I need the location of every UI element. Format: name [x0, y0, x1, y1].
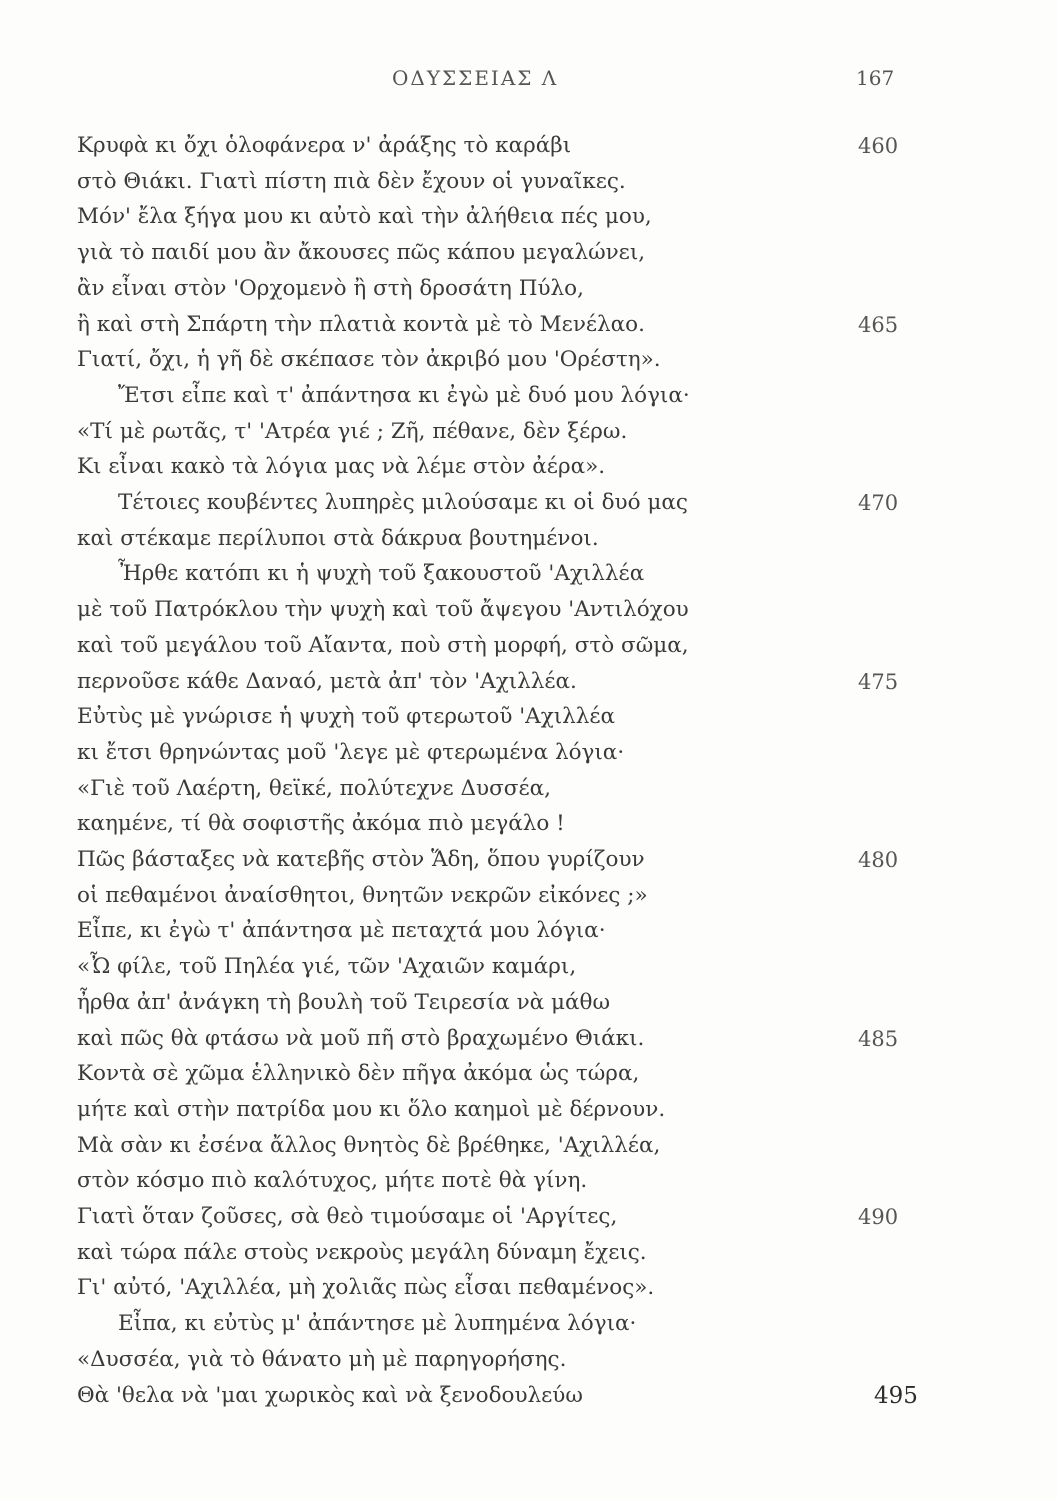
verse-text: Θὰ 'θελα νὰ 'μαι χωρικὸς καὶ νὰ ξενοδουλεύω: [77, 1382, 583, 1408]
verse-line: [0, 310, 1057, 344]
verse-line: [0, 238, 1057, 272]
verse-line: [0, 381, 1057, 415]
verse-text: «Δυσσέα, γιὰ τὸ θάνατο μὴ μὲ παρηγορήσης.: [77, 1346, 567, 1372]
verse-line: [0, 1345, 1057, 1379]
verse-line: [0, 167, 1057, 201]
verse-line: [0, 952, 1057, 986]
verse-text: περνοῦσε κάθε Δαναό, μετὰ ἀπ' τὸν 'Αχιλλέα.: [77, 668, 577, 694]
line-number: 490: [858, 1205, 899, 1229]
verse-line: [0, 1273, 1057, 1307]
verse-line: [0, 1202, 1057, 1236]
verse-text: Εὐτὺς μὲ γνώρισε ἡ ψυχὴ τοῦ φτερωτοῦ 'Αχιλλέα: [77, 704, 616, 730]
verse-line: [0, 202, 1057, 236]
verse-line: [0, 559, 1057, 593]
verse-text: μὲ τοῦ Πατρόκλου τὴν ψυχὴ καὶ τοῦ ἄψεγου 'Αντιλόχου: [77, 597, 689, 623]
verse-line: [0, 452, 1057, 486]
page-number: 167: [856, 66, 895, 90]
verse-line: [0, 488, 1057, 522]
verse-line: [0, 988, 1057, 1022]
line-number: 465: [858, 312, 899, 337]
verse-text: καὶ στέκαμε περίλυποι στὰ δάκρυα βουτημένοι.: [77, 525, 599, 551]
verse-line: [0, 1381, 1057, 1415]
verse-line: [0, 809, 1057, 843]
verse-text: καὶ τώρα πάλε στοὺς νεκροὺς μεγάλη δύναμη ἔχεις.: [77, 1239, 647, 1265]
verse-text: καημένε, τί θὰ σοφιστῆς ἀκόμα πιὸ μεγάλο !: [77, 811, 565, 837]
verse-text: Ἔτσι εἶπε καὶ τ' ἀπάντησα κι ἐγὼ μὲ δυό μου λόγια·: [118, 382, 690, 408]
verse-text: Πῶς βάσταξες νὰ κατεβῆς στὸν Ἅδη, ὅπου γυρίζουν: [77, 847, 645, 872]
verse-text: οἱ πεθαμένοι ἀναίσθητοι, θνητῶν νεκρῶν εἰκόνες ;»: [77, 882, 648, 908]
verse-text: Γι' αὐτό, 'Αχιλλέα, μὴ χολιᾶς πὼς εἶσαι πεθαμένος».: [77, 1275, 655, 1301]
verse-text: «Γιὲ τοῦ Λαέρτη, θεϊκέ, πολύτεχνε Δυσσέα,: [77, 775, 551, 801]
verse-line: [0, 738, 1057, 772]
verse-text: «Τί μὲ ρωτᾶς, τ' 'Ατρέα γιέ ; Ζῆ, πέθανε, δὲν ξέρω.: [77, 418, 628, 444]
verse-line: [0, 1095, 1057, 1129]
verse-line: [0, 1024, 1057, 1058]
line-number: 470: [858, 491, 899, 515]
verse-line: [0, 1166, 1057, 1200]
verse-text: στὸ Θιάκι. Γιατὶ πίστη πιὰ δὲν ἔχουν οἱ γυναῖκες.: [77, 168, 626, 194]
verse-text: ἂν εἶναι στὸν 'Ορχομενὸ ἢ στὴ δροσάτη Πύλο,: [77, 275, 584, 301]
verse-text: στὸν κόσμο πιὸ καλότυχος, μήτε ποτὲ θὰ γίνη.: [77, 1168, 588, 1194]
verse-text: καὶ τοῦ μεγάλου τοῦ Αἴαντα, ποὺ στὴ μορφή, στὸ σῶμα,: [77, 632, 689, 658]
verse-text: γιὰ τὸ παιδί μου ἂν ἄκουσες πῶς κάπου μεγαλώνει,: [77, 240, 646, 266]
verse-line: [0, 524, 1057, 558]
verse-line: [0, 345, 1057, 379]
verse-text: Εἶπε, κι ἐγὼ τ' ἀπάντησα μὲ πεταχτά μου λόγια·: [77, 918, 606, 944]
line-number: 475: [858, 669, 899, 694]
line-number: 480: [858, 848, 899, 872]
verse-text: κι ἔτσι θρηνώντας μοῦ 'λεγε μὲ φτερωμένα λόγια·: [77, 739, 625, 765]
verse-line: [0, 667, 1057, 701]
verse-line: [0, 702, 1057, 736]
verse-text: καὶ πῶς θὰ φτάσω νὰ μοῦ πῆ στὸ βραχωμένο Θιάκι.: [77, 1025, 645, 1051]
verse-text: Τέτοιες κουβέντες λυπηρὲς μιλούσαμε κι οἱ δυό μας: [118, 490, 688, 515]
verse-line: [0, 1131, 1057, 1165]
verse-text: Μὰ σὰν κι ἐσένα ἄλλος θνητὸς δὲ βρέθηκε, 'Αχιλλέα,: [77, 1132, 661, 1158]
verse-line: [0, 1309, 1057, 1343]
verse-text: «Ὦ φίλε, τοῦ Πηλέα γιέ, τῶν 'Αχαιῶν καμάρι,: [77, 954, 577, 980]
verse-text: Κι εἶναι κακὸ τὰ λόγια μας νὰ λέμε στὸν ἀέρα».: [77, 454, 606, 480]
line-number: 460: [858, 134, 899, 158]
running-head: [0, 66, 1057, 102]
verse-text: Κρυφὰ κι ὄχι ὁλοφάνερα ν' ἀράξης τὸ καράβι: [77, 133, 572, 158]
verse-text: Ἦρθε κατόπι κι ἡ ψυχὴ τοῦ ξακουστοῦ 'Αχιλλέα: [118, 561, 645, 587]
verse-line: [0, 774, 1057, 808]
verse-line: [0, 131, 1057, 165]
verse-text: ἢ καὶ στὴ Σπάρτη τὴν πλατιὰ κοντὰ μὲ τὸ Μενέλαο.: [77, 311, 645, 337]
verse-text: Γιατὶ ὅταν ζοῦσες, σὰ θεὸ τιμούσαμε οἱ 'Αργίτες,: [77, 1204, 618, 1229]
running-title: ΟΔΥΣΣΕΙΑΣ Λ: [392, 66, 559, 90]
verse-line: [0, 417, 1057, 451]
line-number: 485: [858, 1026, 899, 1051]
line-number: 495: [874, 1382, 918, 1409]
verse-line: [0, 845, 1057, 879]
verse-line: [0, 631, 1057, 665]
verse-text: ἦρθα ἀπ' ἀνάγκη τὴ βουλὴ τοῦ Τειρεσία νὰ μάθω: [77, 989, 610, 1015]
verse-line: [0, 274, 1057, 308]
verse-text: μήτε καὶ στὴν πατρίδα μου κι ὅλο καημοὶ μὲ δέρνουν.: [77, 1096, 666, 1122]
verse-line: [0, 881, 1057, 915]
verse-text: Μόν' ἔλα ξήγα μου κι αὐτὸ καὶ τὴν ἀλήθεια πές μου,: [77, 204, 652, 230]
verse-line: [0, 916, 1057, 950]
verse-line: [0, 1238, 1057, 1272]
verse-text: Γιατί, ὄχι, ἡ γῆ δὲ σκέπασε τὸν ἀκριβό μου 'Ορέστη».: [77, 347, 661, 373]
verse-text: Εἶπα, κι εὐτὺς μ' ἀπάντησε μὲ λυπημένα λόγια·: [118, 1311, 637, 1337]
verse-line: [0, 1059, 1057, 1093]
verse-line: [0, 595, 1057, 629]
verse-text: Κοντὰ σὲ χῶμα ἑλληνικὸ δὲν πῆγα ἀκόμα ὡς τώρα,: [77, 1061, 640, 1087]
